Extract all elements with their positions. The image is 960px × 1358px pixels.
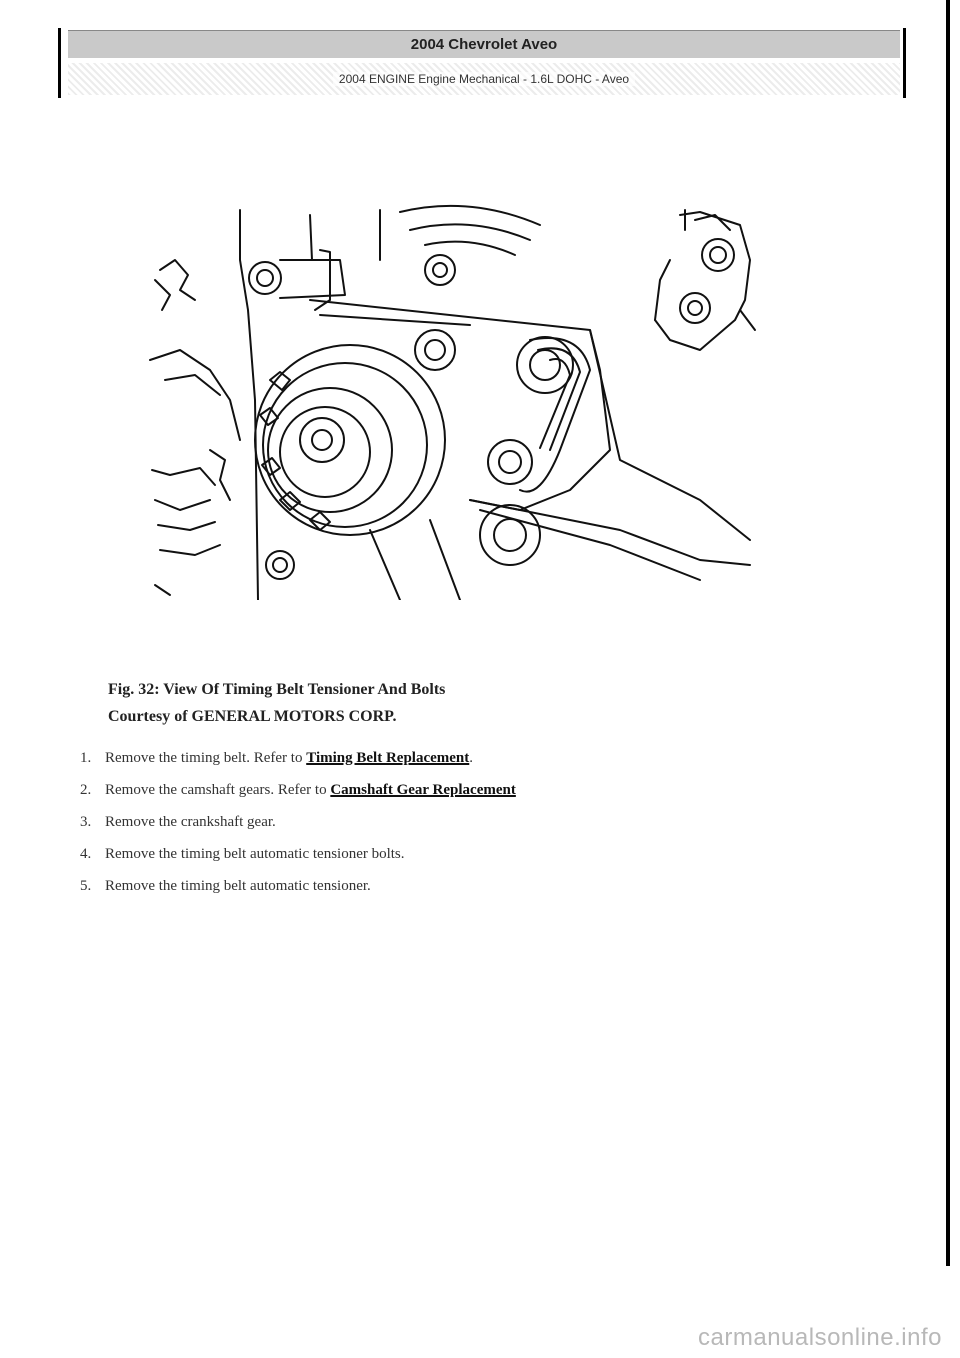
step-text: Remove the timing belt automatic tensioner bolts. xyxy=(105,846,405,862)
step-number: 3. xyxy=(80,814,92,830)
header-title: 2004 Chevrolet Aveo xyxy=(68,30,900,58)
step-number: 4. xyxy=(80,846,92,862)
document-header xyxy=(68,30,900,95)
camshaft-gear-replacement-link[interactable]: Camshaft Gear Replacement xyxy=(330,782,516,798)
step-number: 1. xyxy=(80,750,92,766)
caption-credit: Courtesy of GENERAL MOTORS CORP. xyxy=(108,708,397,725)
watermark: carmanualsonline.info xyxy=(698,1324,942,1351)
step-text-after: . xyxy=(469,750,474,766)
list-item xyxy=(80,870,516,902)
step-number: 5. xyxy=(80,878,92,894)
step-text: Remove the timing belt. Refer to xyxy=(105,750,307,766)
header-subtitle-bar xyxy=(68,63,900,95)
header-left-rule xyxy=(58,28,61,98)
step-number: 2. xyxy=(80,782,92,798)
figure-caption xyxy=(108,676,445,730)
step-text: Remove the crankshaft gear. xyxy=(105,814,276,830)
list-item xyxy=(80,774,516,806)
header-right-rule xyxy=(903,28,906,98)
procedure-steps xyxy=(80,742,516,902)
page-right-rule xyxy=(946,0,950,1266)
list-item xyxy=(80,806,516,838)
header-subtitle: 2004 ENGINE Engine Mechanical - 1.6L DOHC - Aveo xyxy=(333,72,635,86)
step-text: Remove the camshaft gears. Refer to xyxy=(105,782,331,798)
caption-title: Fig. 32: View Of Timing Belt Tensioner And Bolts xyxy=(108,681,446,698)
timing-belt-replacement-link[interactable]: Timing Belt Replacement xyxy=(306,750,470,766)
list-item xyxy=(80,838,516,870)
list-item xyxy=(80,742,516,774)
timing-belt-tensioner-illustration xyxy=(140,200,760,600)
step-text: Remove the timing belt automatic tensioner. xyxy=(105,878,371,894)
